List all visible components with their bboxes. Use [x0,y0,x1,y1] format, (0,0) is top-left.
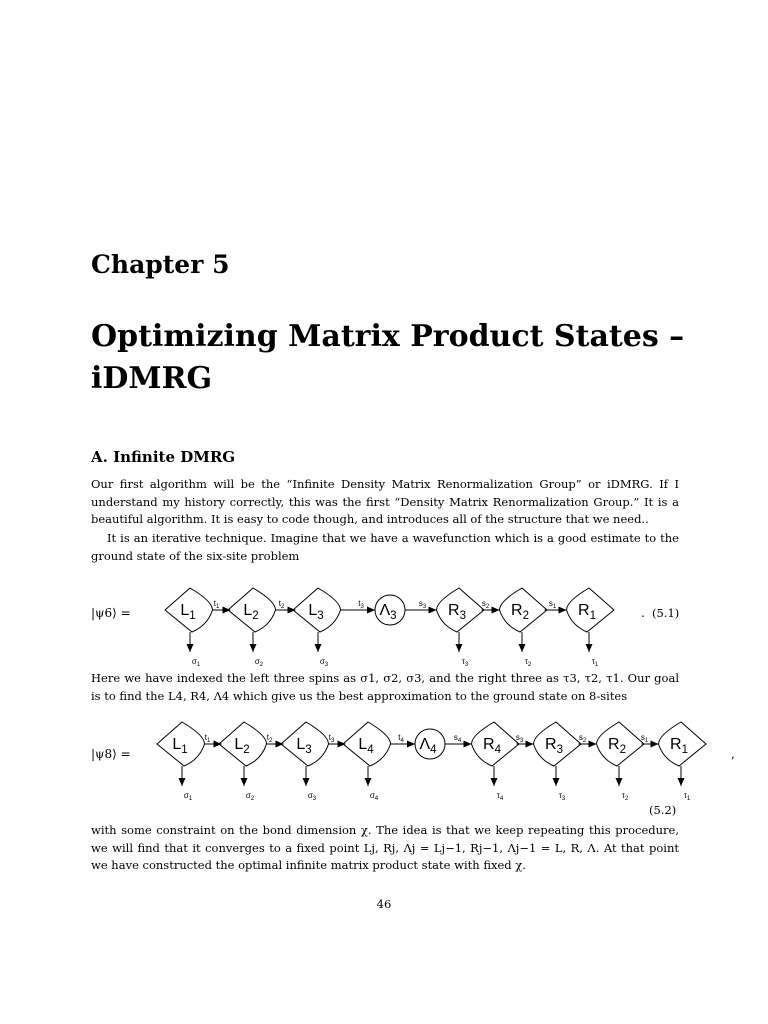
bond-label: $s_3$ [418,599,427,610]
leg-arrow [250,644,257,652]
tensor-L3 [281,722,329,766]
tensor-label: $\Lambda_4$ [419,736,437,756]
physical-leg-σ2 [241,766,255,802]
physical-leg-τ3 [456,632,469,668]
bond-t3 [341,599,376,614]
leg-arrow [456,644,463,652]
leg-label: $\tau_1$ [683,791,691,802]
bond-s3 [516,733,534,748]
physical-leg-σ1 [187,632,201,668]
bond-t2 [267,733,284,748]
section-heading: A. Infinite DMRG [91,448,236,466]
tensor-label: $L_4$ [358,736,374,756]
tensor-R2 [500,588,548,632]
eq1-trail: . [641,606,645,620]
tensor-R3 [534,722,582,766]
leg-arrow [519,644,526,652]
bond-label: $t_2$ [278,599,285,610]
bond-label: $t_1$ [213,599,220,610]
leg-label: $\tau_2$ [621,791,629,802]
bond-s1 [545,599,567,614]
tensor-L2 [228,588,276,632]
eq1-lhs: |ψ6⟩ = [91,606,131,620]
leg-arrow [553,778,560,786]
bond-arrow [589,741,597,748]
page-number: 46 [376,897,392,911]
bond-arrow [464,741,472,748]
eq2-diagram [0,714,768,814]
bond-arrow [276,741,284,748]
tensor-R4 [472,722,520,766]
tensor-label: $R_4$ [483,736,501,756]
bond-label: $t_1$ [204,733,211,744]
leg-label: $\tau_4$ [496,791,504,802]
leg-label: $\tau_3$ [558,791,566,802]
bond-s4 [445,733,472,748]
leg-arrow [678,778,685,786]
bond-label: $s_3$ [515,733,524,744]
eq2-trail: , [731,747,735,761]
bond-arrow [407,741,415,748]
leg-label: $\sigma_2$ [245,791,255,802]
leg-label: $\tau_3$ [461,657,469,668]
bond-label: $t_3$ [328,733,335,744]
paragraph-fixed-point: with some constraint on the bond dimension χ. The idea is that we keep repeating this procedure, we will find that it converges to a fixed point Lj, Rj, Λj = Lj−1, Rj−1, Λj−1 = L, R, Λ. At that point we have constructed the optimal infinite matrix product state with fixed χ. [91,823,679,872]
paragraph-indexing: Here we have indexed the left three spins as σ1, σ2, σ3, and the right three as τ3, τ2, τ1. Our goal is to find the L4, R4, Λ4 which give us the best approximation to the ground state on 8-sites [91,671,679,703]
bond-label: $s_1$ [548,599,557,610]
leg-label: $\sigma_4$ [369,791,379,802]
bond-t2 [276,599,296,614]
leg-arrow [179,778,186,786]
bond-label: $t_4$ [398,733,404,744]
tensor-L4 [343,722,391,766]
bond-arrow [338,741,346,748]
tensor-label: $L_2$ [243,602,259,622]
tensor-L1 [165,588,213,632]
leg-label: $\sigma_2$ [254,657,264,668]
tensor-Λ4 [415,729,445,759]
leg-arrow [187,644,194,652]
tensor-R2 [597,722,645,766]
physical-leg-τ4 [491,766,504,802]
bond-s3 [405,599,437,614]
tensor-label: $R_2$ [511,602,529,622]
eq2-lhs: |ψ8⟩ = [91,747,131,761]
tensor-R1 [567,588,615,632]
bond-label: $s_1$ [640,733,649,744]
bond-arrow [429,607,437,614]
bond-label: $s_2$ [481,599,490,610]
tensor-label: $R_1$ [578,602,596,622]
leg-arrow [491,778,498,786]
leg-label: $\tau_2$ [524,657,532,668]
tensor-R3 [437,588,485,632]
physical-leg-τ2 [519,632,532,668]
eq1-diagram [0,572,768,672]
leg-label: $\sigma_3$ [319,657,329,668]
chapter-title: Optimizing Matrix Product States – iDMRG [91,319,685,396]
bond-arrow [526,741,534,748]
leg-arrow [586,644,593,652]
bond-label: $t_3$ [358,599,364,610]
bond-arrow [214,741,222,748]
bond-arrow [559,607,567,614]
tensor-label: $L_3$ [296,736,312,756]
tensor-label: $R_3$ [448,602,466,622]
bond-t3 [329,733,346,748]
physical-leg-σ2 [250,632,264,668]
bond-arrow [492,607,500,614]
chapter-label: Chapter 5 [91,250,230,279]
physical-leg-τ2 [616,766,629,802]
tensor-R1 [659,722,707,766]
leg-arrow [303,778,310,786]
bond-label: $s_2$ [578,733,587,744]
tensor-L2 [219,722,267,766]
eq1-number: (5.1) [652,606,680,620]
leg-arrow [365,778,372,786]
leg-label: $\sigma_1$ [191,657,201,668]
tensor-L1 [157,722,205,766]
physical-leg-τ1 [586,632,599,668]
bond-s2 [482,599,500,614]
tensor-label: $R_2$ [608,736,626,756]
leg-label: $\tau_1$ [591,657,599,668]
bond-s2 [579,733,597,748]
tensor-Λ3 [375,595,405,625]
bond-t1 [205,733,222,748]
paragraph-iterative: It is an iterative technique. Imagine that we have a wavefunction which is a good estimate to the ground state of the six-site problem [91,531,679,563]
bond-arrow [367,607,375,614]
paragraph-intro: Our first algorithm will be the “Infinite Density Matrix Renormalization Group” or iDMRG. If I understand my history correctly, this was the first “Density Matrix Renormalization Group.” It is a beautiful algorithm. It is easy to code though, and introduces all of the structure that we need.. [91,477,679,526]
physical-leg-σ3 [315,632,329,668]
leg-label: $\sigma_1$ [183,791,193,802]
physical-leg-σ4 [365,766,379,802]
tensor-label: $R_3$ [545,736,563,756]
tensor-label: $L_1$ [180,602,196,622]
physical-leg-σ1 [179,766,193,802]
bond-arrow [651,741,659,748]
physical-leg-τ1 [678,766,691,802]
tensor-label: $R_1$ [670,736,688,756]
tensor-label: $\Lambda_3$ [379,602,397,622]
bond-s1 [641,733,659,748]
tensor-label: $L_3$ [308,602,324,622]
leg-label: $\sigma_3$ [307,791,317,802]
physical-leg-σ3 [303,766,317,802]
tensor-label: $L_2$ [234,736,250,756]
tensor-L3 [293,588,341,632]
bond-arrow [223,607,231,614]
physical-leg-τ3 [553,766,566,802]
bond-t4 [391,733,416,748]
bond-label: $t_2$ [266,733,273,744]
eq2-number: (5.2) [649,803,677,817]
bond-arrow [288,607,296,614]
leg-arrow [315,644,322,652]
bond-label: $s_4$ [453,733,462,744]
leg-arrow [241,778,248,786]
leg-arrow [616,778,623,786]
bond-t1 [213,599,231,614]
tensor-label: $L_1$ [172,736,188,756]
